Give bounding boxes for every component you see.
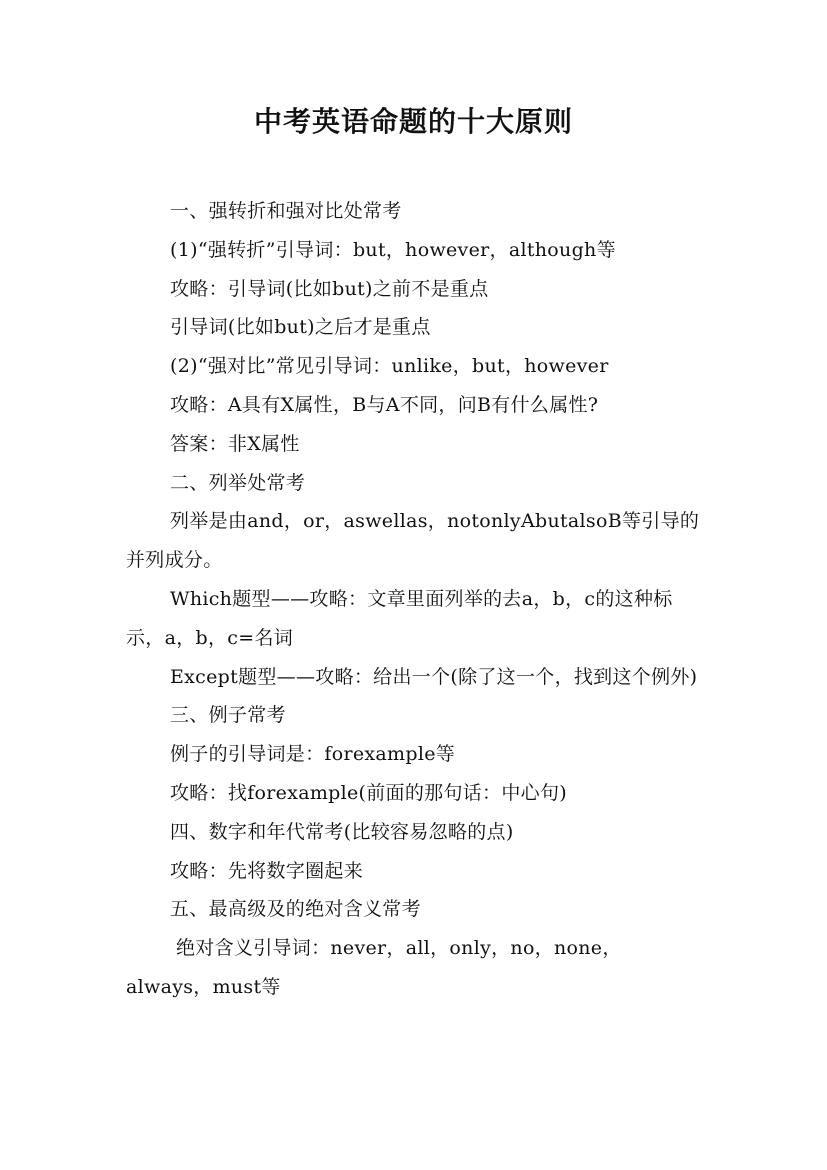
document-title: 中考英语命题的十大原则 bbox=[253, 105, 573, 138]
paragraph: 攻略：找forexample(前面的那句话：中心句) bbox=[170, 781, 567, 804]
paragraph: Except题型——攻略：给出一个(除了这一个，找到这个例外) bbox=[170, 665, 698, 688]
paragraph: (2)“强对比”常见引导词：unlike，but，however bbox=[170, 355, 609, 378]
section-heading-1: 一、强转折和强对比处常考 bbox=[170, 200, 402, 222]
section-heading-4: 四、数字和年代常考(比较容易忽略的点) bbox=[170, 820, 514, 843]
paragraph: (1)“强转折”引导词：but，however，although等 bbox=[170, 238, 616, 261]
document-body bbox=[126, 192, 704, 1007]
paragraph: 引导词(比如but)之后才是重点 bbox=[170, 316, 431, 339]
paragraph: 绝对含义引导词：never，all，only，no，none，always，must等 bbox=[126, 937, 622, 998]
paragraph: 答案：非X属性 bbox=[170, 432, 300, 455]
paragraph: 列举是由and，or，aswellas，notonlyAbutalsoB等引导的并列成分。 bbox=[126, 510, 700, 572]
paragraph: 攻略：先将数字圈起来 bbox=[170, 859, 364, 882]
paragraph: 攻略：A具有X属性，B与A不同，问B有什么属性? bbox=[170, 393, 599, 416]
paragraph: Which题型——攻略：文章里面列举的去a，b，c的这种标示，a，b，c=名词 bbox=[126, 587, 673, 649]
paragraph: 例子的引导词是：forexample等 bbox=[170, 743, 456, 766]
section-heading-3: 三、例子常考 bbox=[170, 704, 286, 727]
section-heading-2: 二、列举处常考 bbox=[170, 471, 306, 494]
section-heading-5: 五、最高级及的绝对含义常考 bbox=[170, 898, 421, 921]
paragraph: 攻略：引导词(比如but)之前不是重点 bbox=[170, 277, 489, 300]
